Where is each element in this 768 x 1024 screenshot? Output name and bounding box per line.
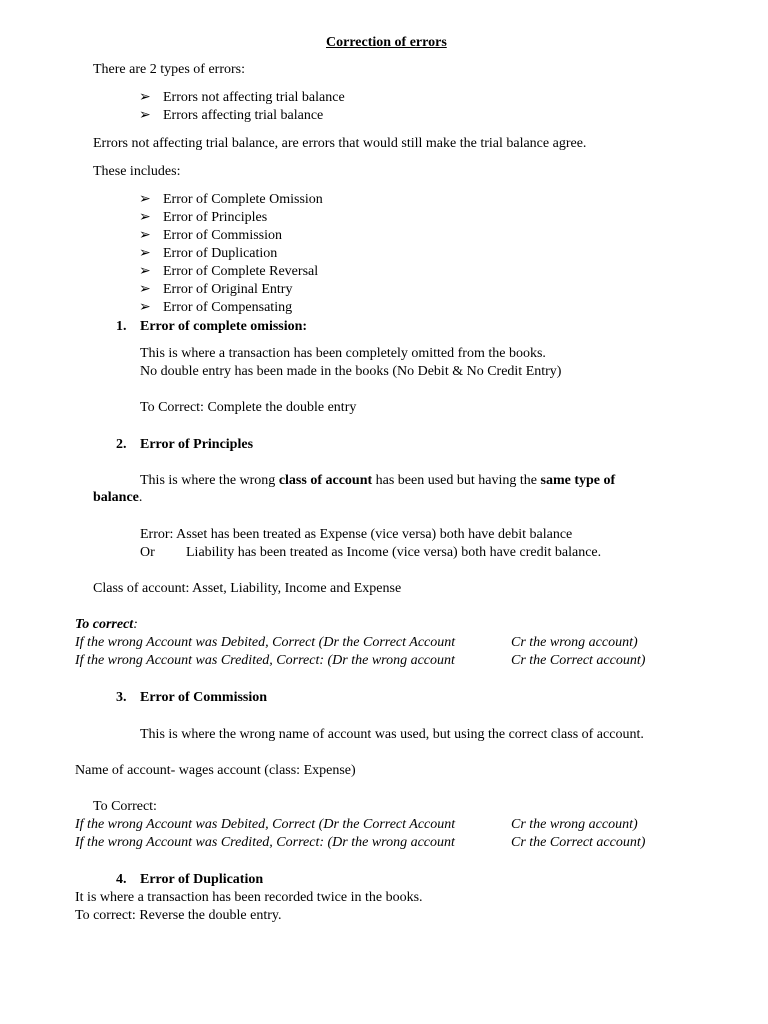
list-item: ➢ Errors not affecting trial balance [139, 90, 345, 105]
includes-label: These includes: [93, 164, 181, 179]
omission-correction: To Correct: Complete the double entry [140, 400, 357, 415]
principles-to-correct: To correct: [75, 617, 138, 632]
list-item: ➢ Error of Complete Omission [139, 192, 323, 207]
arrow-bullet-icon: ➢ [139, 210, 151, 225]
principles-credited-rule: If the wrong Account was Credited, Correct: (Dr the wrong account Cr the Correct account) [75, 653, 646, 668]
list-item: ➢ Error of Duplication [139, 246, 278, 261]
arrow-bullet-icon: ➢ [139, 228, 151, 243]
list-item: ➢ Error of Commission [139, 228, 282, 243]
list-item: ➢ Error of Principles [139, 210, 268, 225]
principles-paragraph-line-1: This is where the wrong class of account has been used but having the same type of [140, 473, 616, 488]
arrow-bullet-icon: ➢ [139, 300, 151, 315]
commission-credited-rule: If the wrong Account was Credited, Correct: (Dr the wrong account Cr the Correct account) [75, 835, 646, 850]
section-heading-omission: 1. Error of complete omission: [116, 319, 308, 334]
list-item: ➢ Error of Complete Reversal [139, 264, 319, 279]
section-heading-duplication: 4. Error of Duplication [116, 872, 264, 887]
list-item: ➢ Errors affecting trial balance [139, 108, 324, 123]
arrow-bullet-icon: ➢ [139, 90, 151, 105]
list-item: ➢ Error of Original Entry [139, 282, 293, 297]
class-of-account-line: Class of account: Asset, Liability, Income and Expense [93, 581, 402, 596]
arrow-bullet-icon: ➢ [139, 282, 151, 297]
intro-text: There are 2 types of errors: [93, 62, 245, 77]
arrow-bullet-icon: ➢ [139, 192, 151, 207]
section-heading-commission: 3. Error of Commission [116, 690, 268, 705]
duplication-correction: To correct: Reverse the double entry. [75, 908, 282, 923]
list-item: ➢ Error of Compensating [139, 300, 293, 315]
section-heading-principles: 2. Error of Principles [116, 437, 254, 452]
commission-debited-rule: If the wrong Account was Debited, Correct (Dr the Correct Account Cr the wrong account) [75, 817, 638, 832]
omission-line-1: This is where a transaction has been completely omitted from the books. [140, 346, 546, 361]
page-title: Correction of errors [326, 35, 447, 50]
commission-to-correct: To Correct: [93, 799, 157, 814]
omission-line-2: No double entry has been made in the books (No Debit & No Credit Entry) [140, 364, 562, 379]
duplication-line-1: It is where a transaction has been recorded twice in the books. [75, 890, 423, 905]
definition-text: Errors not affecting trial balance, are errors that would still make the trial balance agree. [93, 136, 587, 151]
principles-error-1: Error: Asset has been treated as Expense (vice versa) both have debit balance [140, 527, 573, 542]
commission-line-1: This is where the wrong name of account was used, but using the correct class of account. [140, 727, 644, 742]
principles-debited-rule: If the wrong Account was Debited, Correct (Dr the Correct Account Cr the wrong account) [75, 635, 638, 650]
commission-name-line: Name of account- wages account (class: Expense) [75, 763, 356, 778]
principles-paragraph-line-2: balance. [93, 490, 143, 505]
principles-error-2: Or Liability has been treated as Income (vice versa) both have credit balance. [140, 545, 602, 560]
arrow-bullet-icon: ➢ [139, 108, 151, 123]
arrow-bullet-icon: ➢ [139, 264, 151, 279]
arrow-bullet-icon: ➢ [139, 246, 151, 261]
